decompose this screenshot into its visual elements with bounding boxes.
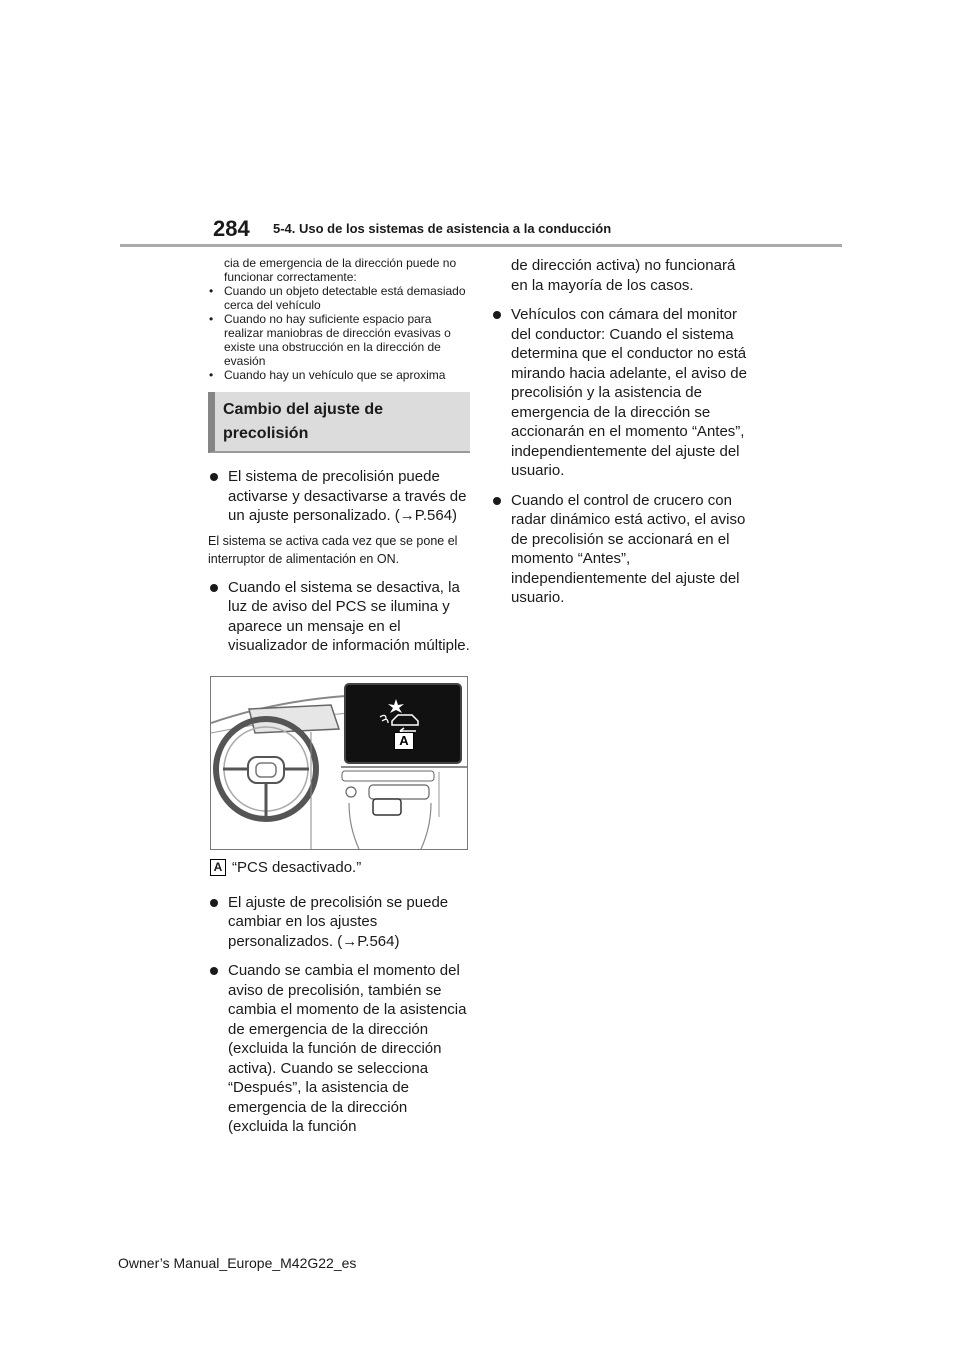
bullet-item: El sistema de precolisión puede activarse y desactivarse a través de un ajuste personalizado. (→P.564) xyxy=(208,467,470,526)
footer-text: Owner’s Manual_Europe_M42G22_es xyxy=(118,1255,357,1271)
section-heading: Cambio del ajuste de precolisión xyxy=(208,392,470,453)
right-column xyxy=(491,256,749,608)
bullet-item: Cuando se cambia el momento del aviso de precolisión, también se cambia el momento de la asistencia de emergencia de la dirección (excluida la función de dirección activa). Cuando se selecciona “Después”, la asistencia de emergencia de la dirección (excluida la función xyxy=(208,961,470,1137)
caption-text: “PCS desactivado.” xyxy=(232,858,362,876)
bullet-item: El ajuste de precolisión se puede cambiar en los ajustes personalizados. (→P.564) xyxy=(208,893,470,952)
bullet-dot xyxy=(210,967,218,975)
dashboard-illustration xyxy=(210,676,468,850)
page-number: 284 xyxy=(213,216,250,241)
continuation-text: de dirección activa) no funcionará en la mayoría de los casos. xyxy=(511,257,736,294)
bullet-item: Vehículos con cámara del monitor del conductor: Cuando el sistema determina que el conductor no está mirando hacia adelante, el aviso de precolisión y la asistencia de emergencia de la dirección se accionarán en el momento “Antes”, independientemente del ajuste del usuario. xyxy=(491,305,749,481)
pcs-warning-icon xyxy=(346,685,460,762)
bullet-dot xyxy=(210,584,218,592)
condition-item: • Cuando no hay suficiente espacio para realizar maniobras de dirección evasivas o existe una obstrucción en la dirección de evasión xyxy=(209,312,451,368)
intro-text: cia de emergencia de la dirección puede no funcionar correctamente: xyxy=(224,256,457,284)
bullet-dot xyxy=(210,899,218,907)
condition-item: • Cuando un objeto detectable está demasiado cerca del vehículo xyxy=(209,284,466,312)
bullet-dot xyxy=(493,311,501,319)
figure-caption xyxy=(208,858,470,877)
bullet-item: Cuando el sistema se desactiva, la luz de aviso del PCS se ilumina y aparece un mensaje en el visualizador de información múltiple. xyxy=(208,578,470,656)
section-title: 5-4. Uso de los sistemas de asistencia a la conducción xyxy=(273,221,612,236)
figure-callout-label: A xyxy=(394,732,414,750)
bullet-item: Cuando el control de crucero con radar dinámico está activo, el aviso de precolisión se accionará en el momento “Antes”, independientemente del ajuste del usuario. xyxy=(491,491,749,608)
bullet-dot xyxy=(493,497,501,505)
note-text: El sistema se activa cada vez que se pone el interruptor de alimentación en ON. xyxy=(208,533,458,566)
multi-information-display xyxy=(344,683,462,764)
condition-item: • Cuando hay un vehículo que se aproxima xyxy=(209,368,446,382)
bullet-dot xyxy=(210,473,218,481)
header-rule xyxy=(120,244,842,247)
caption-label: A xyxy=(210,859,226,876)
left-column xyxy=(208,256,470,1137)
